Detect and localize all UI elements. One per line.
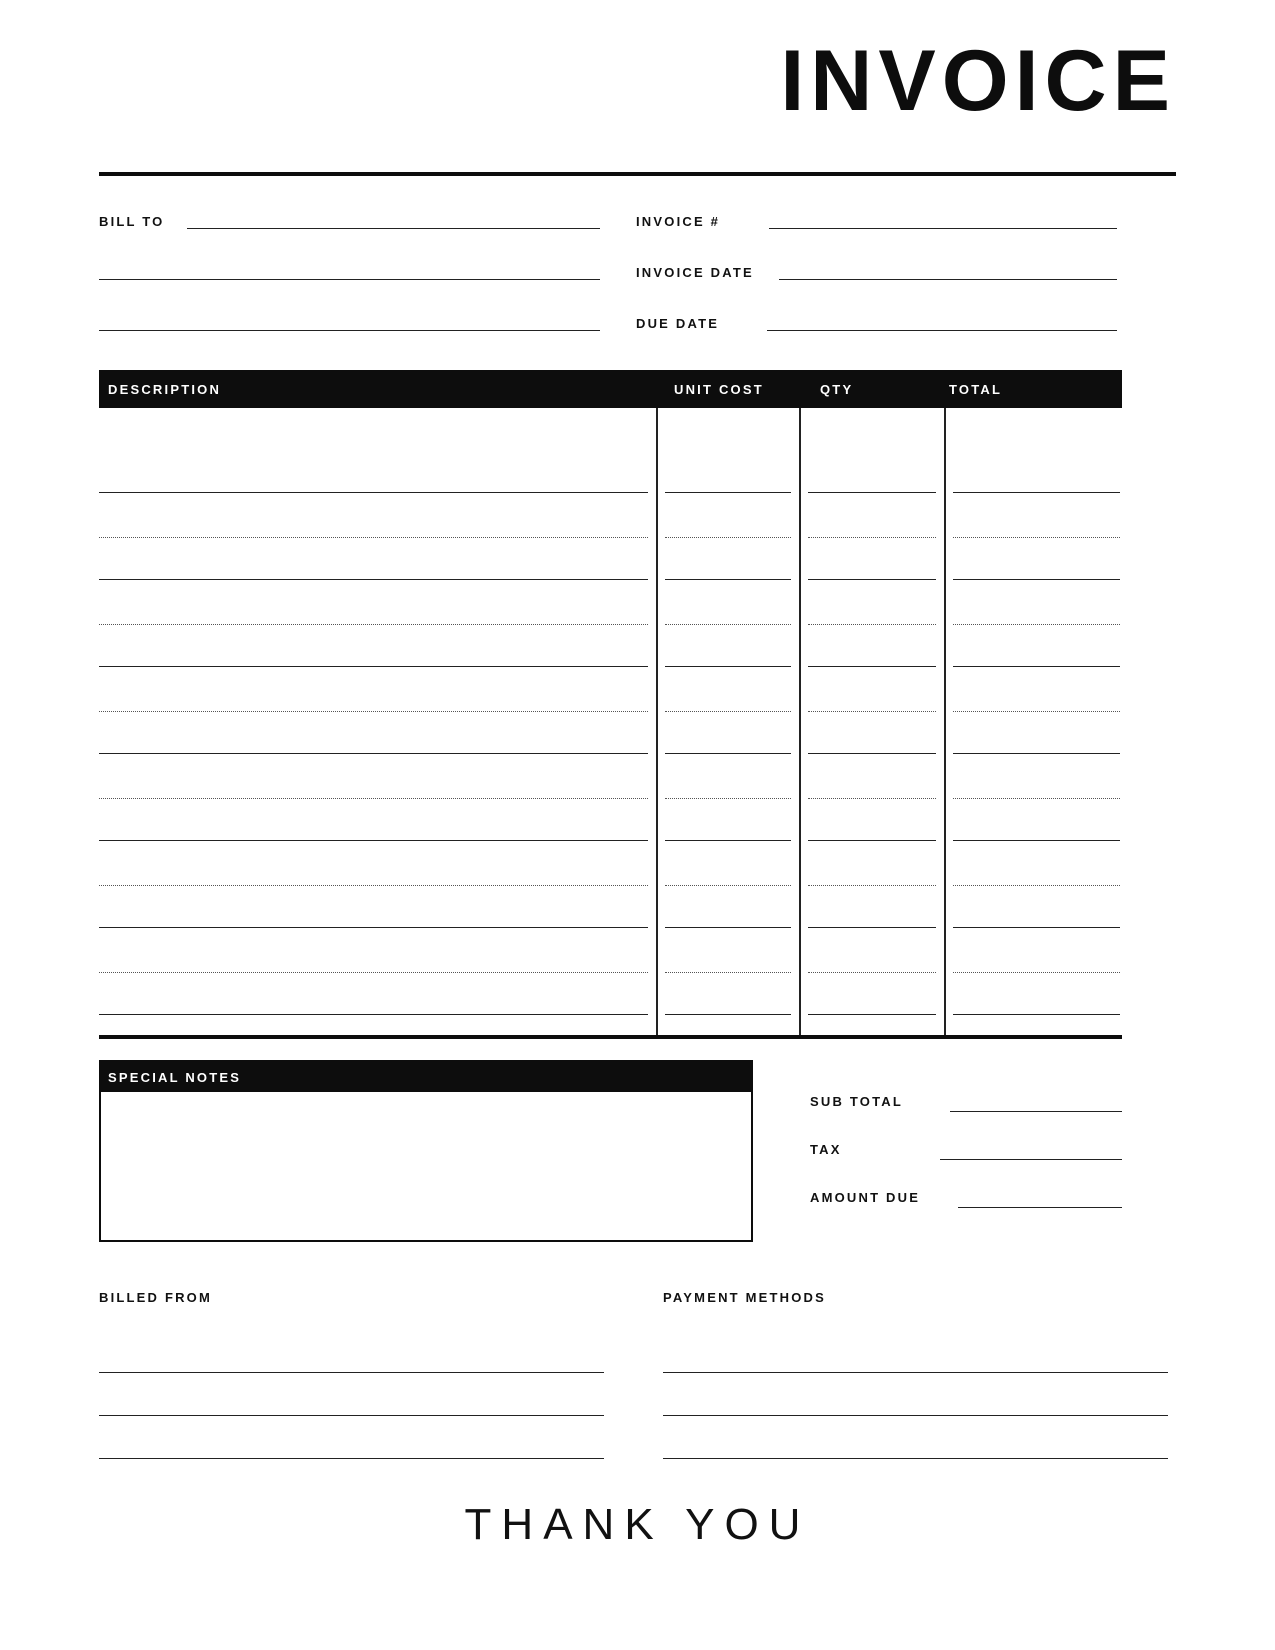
bill-to-input-line-2[interactable] (99, 279, 600, 280)
row-cell-total[interactable] (953, 972, 1120, 973)
row-cell-description[interactable] (99, 927, 648, 928)
amount-due-input-line[interactable] (958, 1207, 1122, 1208)
items-table (99, 370, 1122, 1036)
invoice-number-input-line[interactable] (769, 228, 1117, 229)
column-divider-3 (944, 408, 946, 1036)
row-cell-description[interactable] (99, 579, 648, 580)
amount-due-row (810, 1184, 1122, 1232)
billed-from-input-line-1[interactable] (99, 1372, 604, 1373)
billed-from-label: BILLED FROM (99, 1290, 213, 1305)
column-header-total: TOTAL (949, 382, 1003, 397)
row-cell-unit-cost[interactable] (665, 624, 791, 625)
due-date-input-line[interactable] (767, 330, 1117, 331)
row-cell-description[interactable] (99, 666, 648, 667)
row-cell-description[interactable] (99, 711, 648, 712)
column-divider-1 (656, 408, 658, 1036)
row-cell-total[interactable] (953, 798, 1120, 799)
row-cell-total[interactable] (953, 579, 1120, 580)
bill-to-input-line-3[interactable] (99, 330, 600, 331)
row-cell-qty[interactable] (808, 927, 936, 928)
payment-methods-input-line-2[interactable] (663, 1415, 1168, 1416)
row-cell-unit-cost[interactable] (665, 711, 791, 712)
items-table-header (99, 370, 1122, 408)
billed-from-block (99, 1290, 604, 1305)
row-cell-qty[interactable] (808, 492, 936, 493)
row-cell-description[interactable] (99, 624, 648, 625)
row-cell-total[interactable] (953, 537, 1120, 538)
row-cell-total[interactable] (953, 624, 1120, 625)
invoice-date-label: INVOICE DATE (636, 265, 754, 280)
row-cell-total[interactable] (953, 1014, 1120, 1015)
special-notes-label: SPECIAL NOTES (108, 1070, 242, 1085)
row-cell-unit-cost[interactable] (665, 753, 791, 754)
row-cell-unit-cost[interactable] (665, 798, 791, 799)
row-cell-total[interactable] (953, 753, 1120, 754)
tax-row (810, 1136, 1122, 1184)
totals-block (810, 1088, 1122, 1232)
row-cell-qty[interactable] (808, 624, 936, 625)
special-notes-header (99, 1060, 753, 1092)
payment-methods-block (663, 1290, 1168, 1305)
bill-to-label: BILL TO (99, 214, 165, 229)
amount-due-label: AMOUNT DUE (810, 1190, 921, 1205)
billed-from-input-line-3[interactable] (99, 1458, 604, 1459)
column-header-description: DESCRIPTION (108, 382, 222, 397)
row-cell-description[interactable] (99, 1014, 648, 1015)
special-notes (99, 1060, 753, 1242)
row-cell-qty[interactable] (808, 885, 936, 886)
row-cell-description[interactable] (99, 840, 648, 841)
row-cell-qty[interactable] (808, 537, 936, 538)
footer-fields (99, 1290, 1176, 1480)
tax-input-line[interactable] (940, 1159, 1122, 1160)
row-cell-description[interactable] (99, 537, 648, 538)
row-cell-qty[interactable] (808, 798, 936, 799)
sub-total-row (810, 1088, 1122, 1136)
items-table-bottom-rule (99, 1035, 1122, 1039)
row-cell-unit-cost[interactable] (665, 885, 791, 886)
row-cell-unit-cost[interactable] (665, 927, 791, 928)
row-cell-qty[interactable] (808, 666, 936, 667)
page-title-row (99, 33, 1176, 129)
invoice-number-label: INVOICE # (636, 214, 721, 229)
row-cell-description[interactable] (99, 753, 648, 754)
row-cell-qty[interactable] (808, 840, 936, 841)
sub-total-label: SUB TOTAL (810, 1094, 903, 1109)
payment-methods-input-line-1[interactable] (663, 1372, 1168, 1373)
payment-methods-input-line-3[interactable] (663, 1458, 1168, 1459)
bill-to-input-line-1[interactable] (187, 228, 600, 229)
row-cell-unit-cost[interactable] (665, 579, 791, 580)
column-divider-2 (799, 408, 801, 1036)
row-cell-description[interactable] (99, 885, 648, 886)
invoice-date-input-line[interactable] (779, 279, 1117, 280)
row-cell-qty[interactable] (808, 1014, 936, 1015)
column-header-unit-cost: UNIT COST (674, 382, 764, 397)
row-cell-total[interactable] (953, 840, 1120, 841)
tax-label: TAX (810, 1142, 842, 1157)
row-cell-qty[interactable] (808, 753, 936, 754)
row-cell-qty[interactable] (808, 579, 936, 580)
title-divider (99, 172, 1176, 176)
row-cell-unit-cost[interactable] (665, 537, 791, 538)
row-cell-unit-cost[interactable] (665, 972, 791, 973)
row-cell-total[interactable] (953, 927, 1120, 928)
row-cell-unit-cost[interactable] (665, 666, 791, 667)
row-cell-description[interactable] (99, 972, 648, 973)
row-cell-description[interactable] (99, 798, 648, 799)
items-table-body (99, 408, 1122, 1036)
row-cell-unit-cost[interactable] (665, 1014, 791, 1015)
page-title: INVOICE (780, 33, 1176, 129)
invoice-meta (99, 200, 1176, 350)
thank-you-text: THANK YOU (464, 1500, 811, 1549)
row-cell-qty[interactable] (808, 711, 936, 712)
billed-from-input-line-2[interactable] (99, 1415, 604, 1416)
row-cell-unit-cost[interactable] (665, 840, 791, 841)
due-date-label: DUE DATE (636, 316, 720, 331)
row-cell-description[interactable] (99, 492, 648, 493)
row-cell-total[interactable] (953, 666, 1120, 667)
column-header-qty: QTY (820, 382, 854, 397)
special-notes-input[interactable] (99, 1092, 753, 1242)
sub-total-input-line[interactable] (950, 1111, 1122, 1112)
row-cell-total[interactable] (953, 885, 1120, 886)
row-cell-total[interactable] (953, 711, 1120, 712)
payment-methods-label: PAYMENT METHODS (663, 1290, 827, 1305)
row-cell-qty[interactable] (808, 972, 936, 973)
row-cell-unit-cost[interactable] (665, 492, 791, 493)
row-cell-total[interactable] (953, 492, 1120, 493)
